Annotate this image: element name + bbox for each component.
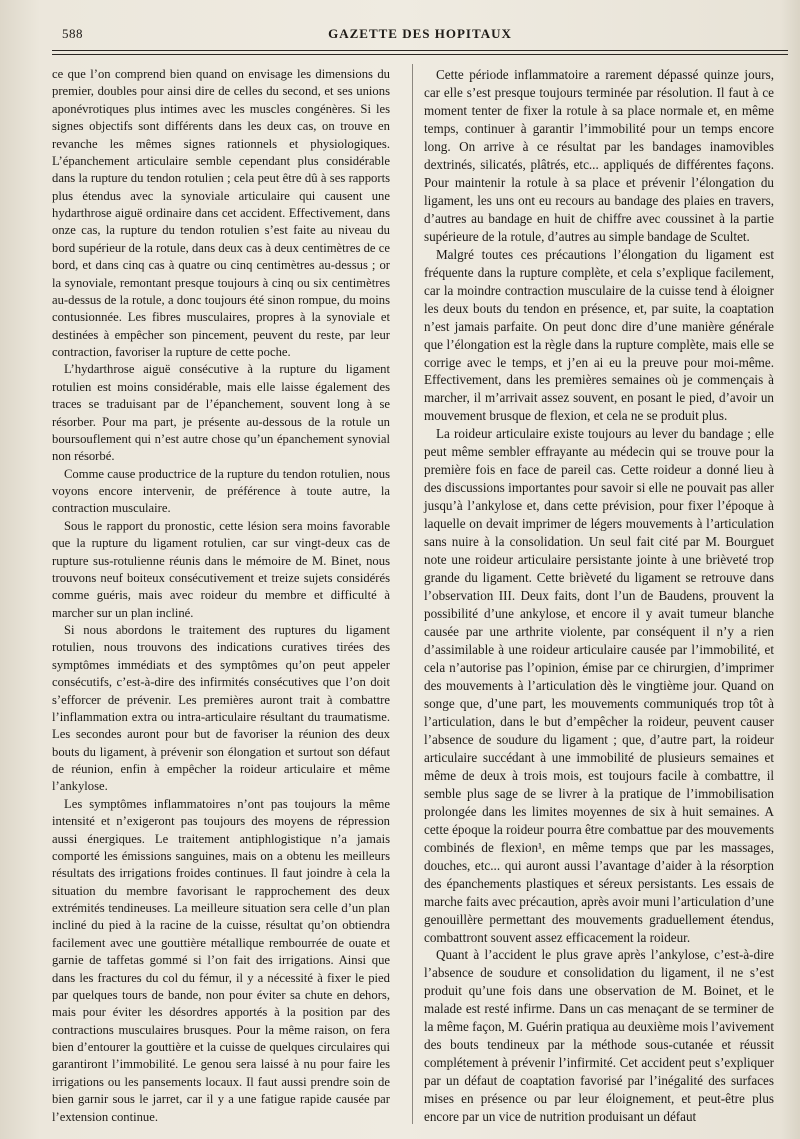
paragraph: L’hydarthrose aiguë consécutive à la rupture du ligament rotulien est moins considérable, mais elle laisse également des traces se traduisant par de l’épanchement, souvent long à se résorber. Pour ma part, je présente au-dessous de la rotule un boursouflement qui n’est autre chose qu’un épanchement synovial non résorbé. bbox=[52, 362, 390, 464]
paragraph: Malgré toutes ces précautions l’élongation du ligament est fréquente dans la rupture complète, et cela s’explique facilement, car la moindre contraction musculaire de la cuisse tend à éloigner les deux bouts du tendon en présence, et, par suite, la coaptation n’est jamais parfaite. On peut donc dire d’une manière générale que l’élongation est la règle dans la rupture complète, mais elle se corrige avec le temps, et j’en ai eu la preuve pour moi-même. Effectivement, dans les premières semaines où je commençais à marcher, il m’arrivait assez souvent, en posant le pied, d’avoir un mouvement brusque de flexion, et cela ne se produit plus. bbox=[424, 246, 774, 424]
paragraph: La roideur articulaire existe toujours au lever du bandage ; elle peut même sembler effrayante au médecin qui se trouve pour la première fois en face de pareil cas. Cette roideur a donné lieu à des discussions importantes pour savoir si elle ne pouvait pas aller jusqu’à l’ankylose et, dans cette prévision, pour fixer l’époque à laquelle on devait imprimer de légers mouvements à l’articulation sans nuire à la consolidation. Un seul fait cité par M. Bourguet note une roideur articulaire persistante jointe à une brièveté trop grande du ligament. Cette brièveté du ligament se retrouve dans l’observation III. Deux faits, dont l’un de Baudens, prouvent la possibilité d’une ankylose, et encore il y avait tumeur blanche causée par une arthrite violente, par conséquent il n’y a rien d’assimilable à une roideur articulaire causée par l’immobilité, et cela n’autorise pas l’opinion, émise par ce chirurgien, d’imprimer des mouvements à l’articulation dès le vingtième jour. Quand on songe que, d’une part, les mouvements communiqués trop tôt à l’articulation, dans le but d’empêcher la roideur, peuvent causer l’absence de soudure du ligament ; que, d’autre part, la roideur articulaire succédant à une immobilité de plusieurs semaines et même de deux à trois mois, est toujours facile à combattre, il semble plus sage de se livrer à la pratique de l’immobilisation prolongée dans les limites moyennes de six à huit semaines. A cette époque la roideur pourra être combattue par des mouvements combinés de flexion¹, en même temps que par les massages, douches, etc... qui auront aussi l’avantage d’aider à la résorption des épanchements plastiques et séreux persistants. Les essais de marche faits avec précaution, après avoir muni l’articulation d’une genouillère permettant des mouvements graduellement étendus, combattront souvent assez efficacement la roideur. bbox=[424, 426, 774, 945]
running-title: GAZETTE DES HOPITAUX bbox=[328, 26, 512, 41]
page-number: 588 bbox=[62, 26, 83, 41]
header-rule-top bbox=[52, 50, 788, 51]
paragraph: ce que l’on comprend bien quand on envisage les dimensions du premier, doubles pour ainsi dire de celles du second, et ses unions aponévrotiques plus intimes avec les muscles congénères. Si les signes objectifs sont différents dans les deux cas, on trouve en revanche les mêmes signes rationnels et physiologiques. L’épanchement articulaire semble cependant plus considérable dans la rupture du tendon rotulien ; cela peut être dû à ses rapports plus étendus avec la synoviale articulaire qui causent une hydarthrose aiguë ordinaire dans cet accident. Effectivement, dans onze cas, la rupture du tendon rotulien s’est faite au niveau du bord supérieur de la rotule, dans deux cas à deux centimètres de ce bord, et dans cinq cas à quatre ou cinq centimètres au-dessus ; or la synoviale, remontant presque toujours à cinq ou six centimètres au-dessus de la rotule, a donc toujours été sinon rompue, du moins contusionnée. Les fibres musculaires, propres à la synoviale et destinées à empêcher son pincement, peuvent du reste, par leur contraction, favoriser la rupture de cette poche. bbox=[52, 67, 390, 359]
paragraph: Sous le rapport du pronostic, cette lésion sera moins favorable que la rupture du ligament rotulien, car sur vingt-deux cas de rupture sus-rotulienne réunis dans le mémoire de M. Binet, nous trouvons neuf boiteux consécutivement et treize sujets considérés comme guéris, mais avec roideur du membre et difficulté à marcher sur un plan incliné. bbox=[52, 518, 390, 620]
left-column bbox=[52, 66, 390, 1126]
page-header bbox=[52, 22, 788, 46]
header-rule-bottom bbox=[52, 54, 788, 55]
paragraph: Les symptômes inflammatoires n’ont pas toujours la même intensité et n’exigeront pas toujours des moyens de répression aussi énergiques. Le traitement antiphlogistique n’a jamais comporté les émissions sanguines, mais on a obtenu les meilleurs résultats des irrigations froides continues. Il faut joindre à cela la situation du membre favorisant le rapprochement des deux extrémités tendineuses. La meilleure situation sera celle d’un plan incliné du pied à la racine de la cuisse, résultat qu’on obtiendra facilement avec une gouttière métallique rembourrée de ouate et garnie de taffetas gommé si l’on fait des irrigations. Ainsi que dans les fractures du col du fémur, il y a nécessité à fixer le pied par quelques tours de bande, non pour éviter sa chute en dehors, mais pour éviter les désordres apportés à la position par des contractions musculaires brusques. Pour la même raison, on fera bien d’entourer la gouttière et la cuisse de quelques circulaires qui garantiront l’immobilité. Le genou sera laissé à nu pour faire les irrigations ou les pansements locaux. Il faut aussi prendre soin de bien garnir sous le jarret, car il y a une fatigue rapide causée par l’extension continue. bbox=[52, 796, 390, 1124]
right-column bbox=[424, 66, 774, 1126]
column-divider bbox=[412, 64, 413, 1124]
paragraph: Cette période inflammatoire a rarement dépassé quinze jours, car elle s’est presque toujours terminée par résolution. Il faut à ce moment tenter de fixer la rotule à sa place normale et, en même temps, continuer à garantir l’immobilité pour un temps encore long. On arrive à ce résultat par les bandages inamovibles dextrinés, silicatés, plâtrés, etc... appliqués de différentes façons. Pour maintenir la rotule à sa place et prévenir l’élongation du ligament, les uns ont eu recours au bandage des plaies en travers, d’autres au bandage en huit de chiffre avec coussinet à la partie supérieure de la rotule, d’autres au simple bandage de Scultet. bbox=[424, 67, 774, 244]
paragraph: Si nous abordons le traitement des ruptures du ligament rotulien, nous trouvons des indications curatives tirées des symptômes immédiats et des symptômes qu’on peut appeler consécutifs, c’est-à-dire des infirmités consécutives que l’on doit s’efforcer de prévenir. Les premières auront trait à combattre l’inflammation extra ou intra-articulaire résultant du traumatisme. Les secondes auront pour but de favoriser la réunion des deux bouts du ligament, à prévenir son élongation et surtout son défaut de réunion, enfin à empêcher la roideur articulaire et même l’ankylose. bbox=[52, 623, 390, 794]
paragraph: Comme cause productrice de la rupture du tendon rotulien, nous voyons encore intervenir, de préférence à toute autre, la contraction musculaire. bbox=[52, 466, 390, 516]
paragraph: Quant à l’accident le plus grave après l’ankylose, c’est-à-dire l’absence de soudure et consolidation du ligament, il ne s’est produit qu’une fois dans une observation de M. Boinet, et le malade est resté infirme. Dans un cas menaçant de se terminer de la même façon, M. Guérin pratiqua au deuxième mois l’avivement des bouts tendineux par la méthode sous-cutanée et réussit complétement à prévenir l’infirmité. Cet accident peut s’expliquer par un défaut de coaptation favorisé par l’inégalité des surfaces mises en présence ou par leur éloignement, et peut-être plus encore par un vice de nutrition produisant un défaut bbox=[424, 947, 774, 1125]
